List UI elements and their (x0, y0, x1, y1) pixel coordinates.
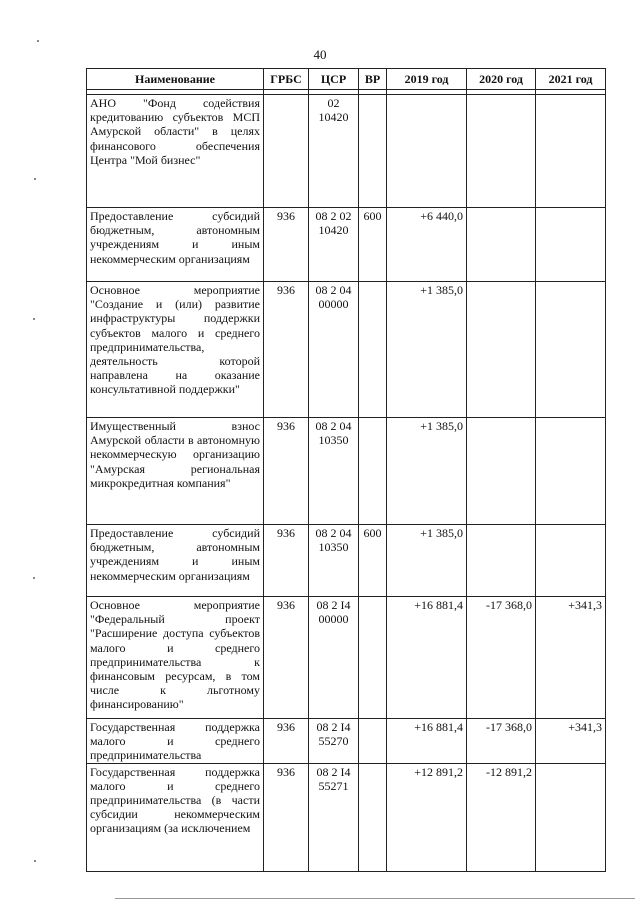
header-2021: 2021 год (536, 69, 606, 90)
row-2019 (387, 95, 467, 208)
row-2020 (467, 282, 536, 418)
row-2020 (467, 95, 536, 208)
row-vr: 600 (359, 208, 387, 282)
row-vr (359, 418, 387, 525)
row-vr (359, 719, 387, 764)
header-name: Наименование (87, 69, 264, 90)
row-2020 (467, 208, 536, 282)
row-2021 (536, 525, 606, 597)
scan-speck (33, 577, 35, 579)
row-2021: +341,3 (536, 597, 606, 719)
row-name: Предоставление субсидий бюджетным, автономным учреждениям и иным некоммерческим организациям (87, 525, 264, 597)
row-vr (359, 763, 387, 871)
row-csr: 02 10420 (309, 95, 359, 208)
scan-speck (33, 318, 35, 320)
table-row (87, 418, 606, 525)
row-csr: 08 2 I4 00000 (309, 597, 359, 719)
header-vr: ВР (359, 69, 387, 90)
row-2020 (467, 525, 536, 597)
row-grbs: 936 (264, 282, 309, 418)
row-csr: 08 2 I4 55271 (309, 763, 359, 871)
row-name: Основное мероприятие "Создание и (или) развитие инфраструктуры поддержки субъектов малого и среднего предпринимательства, деятельность которой направлена на оказание консультативной поддержки" (87, 282, 264, 418)
budget-table (86, 68, 606, 872)
table-row (87, 763, 606, 871)
row-name: АНО "Фонд содействия кредитованию субъектов МСП Амурской области" в целях финансового обеспечения Центра "Мой бизнес" (87, 95, 264, 208)
row-csr: 08 2 02 10420 (309, 208, 359, 282)
table-row (87, 719, 606, 764)
row-vr (359, 282, 387, 418)
row-2019: +1 385,0 (387, 418, 467, 525)
row-grbs: 936 (264, 418, 309, 525)
header-row (87, 69, 606, 90)
table-row (87, 208, 606, 282)
row-2021 (536, 763, 606, 871)
row-vr: 600 (359, 525, 387, 597)
scan-speck (34, 178, 36, 180)
row-grbs: 936 (264, 525, 309, 597)
row-name: Предоставление субсидий бюджетным, автономным учреждениям и иным некоммерческим организациям (87, 208, 264, 282)
header-2019: 2019 год (387, 69, 467, 90)
table-row (87, 95, 606, 208)
row-2021 (536, 95, 606, 208)
row-2020: -17 368,0 (467, 597, 536, 719)
row-csr: 08 2 I4 55270 (309, 719, 359, 764)
row-2021 (536, 208, 606, 282)
row-csr: 08 2 04 00000 (309, 282, 359, 418)
row-vr (359, 95, 387, 208)
row-2019: +12 891,2 (387, 763, 467, 871)
row-grbs: 936 (264, 597, 309, 719)
scan-speck (34, 860, 36, 862)
row-2019: +16 881,4 (387, 597, 467, 719)
row-csr: 08 2 04 10350 (309, 418, 359, 525)
row-grbs (264, 95, 309, 208)
row-2019: +6 440,0 (387, 208, 467, 282)
row-name: Государственная поддержка малого и среднего предпринимательства (в части субсидии некоммерческим организациям (за исключением (87, 763, 264, 871)
row-2020: -17 368,0 (467, 719, 536, 764)
row-vr (359, 597, 387, 719)
scan-bottom-line (115, 898, 635, 899)
row-2021: +341,3 (536, 719, 606, 764)
row-2020: -12 891,2 (467, 763, 536, 871)
row-2019: +1 385,0 (387, 525, 467, 597)
table-row (87, 525, 606, 597)
row-2021 (536, 418, 606, 525)
row-2021 (536, 282, 606, 418)
scan-speck (37, 40, 39, 42)
row-2019: +1 385,0 (387, 282, 467, 418)
table-row (87, 282, 606, 418)
row-name: Имущественный взнос Амурской области в автономную некоммерческую организацию "Амурская региональная микрокредитная компания" (87, 418, 264, 525)
table-row (87, 597, 606, 719)
row-grbs: 936 (264, 208, 309, 282)
header-2020: 2020 год (467, 69, 536, 90)
header-csr: ЦСР (309, 69, 359, 90)
header-grbs: ГРБС (264, 69, 309, 90)
row-name: Основное мероприятие "Федеральный проект "Расширение доступа субъектов малого и среднего предпринимательства к финансовым ресурсам, в том числе к льготному финансированию" (87, 597, 264, 719)
row-csr: 08 2 04 10350 (309, 525, 359, 597)
row-name: Государственная поддержка малого и среднего предпринимательства (87, 719, 264, 764)
row-grbs: 936 (264, 719, 309, 764)
row-grbs: 936 (264, 763, 309, 871)
row-2019: +16 881,4 (387, 719, 467, 764)
row-2020 (467, 418, 536, 525)
page-number: 40 (313, 47, 327, 62)
